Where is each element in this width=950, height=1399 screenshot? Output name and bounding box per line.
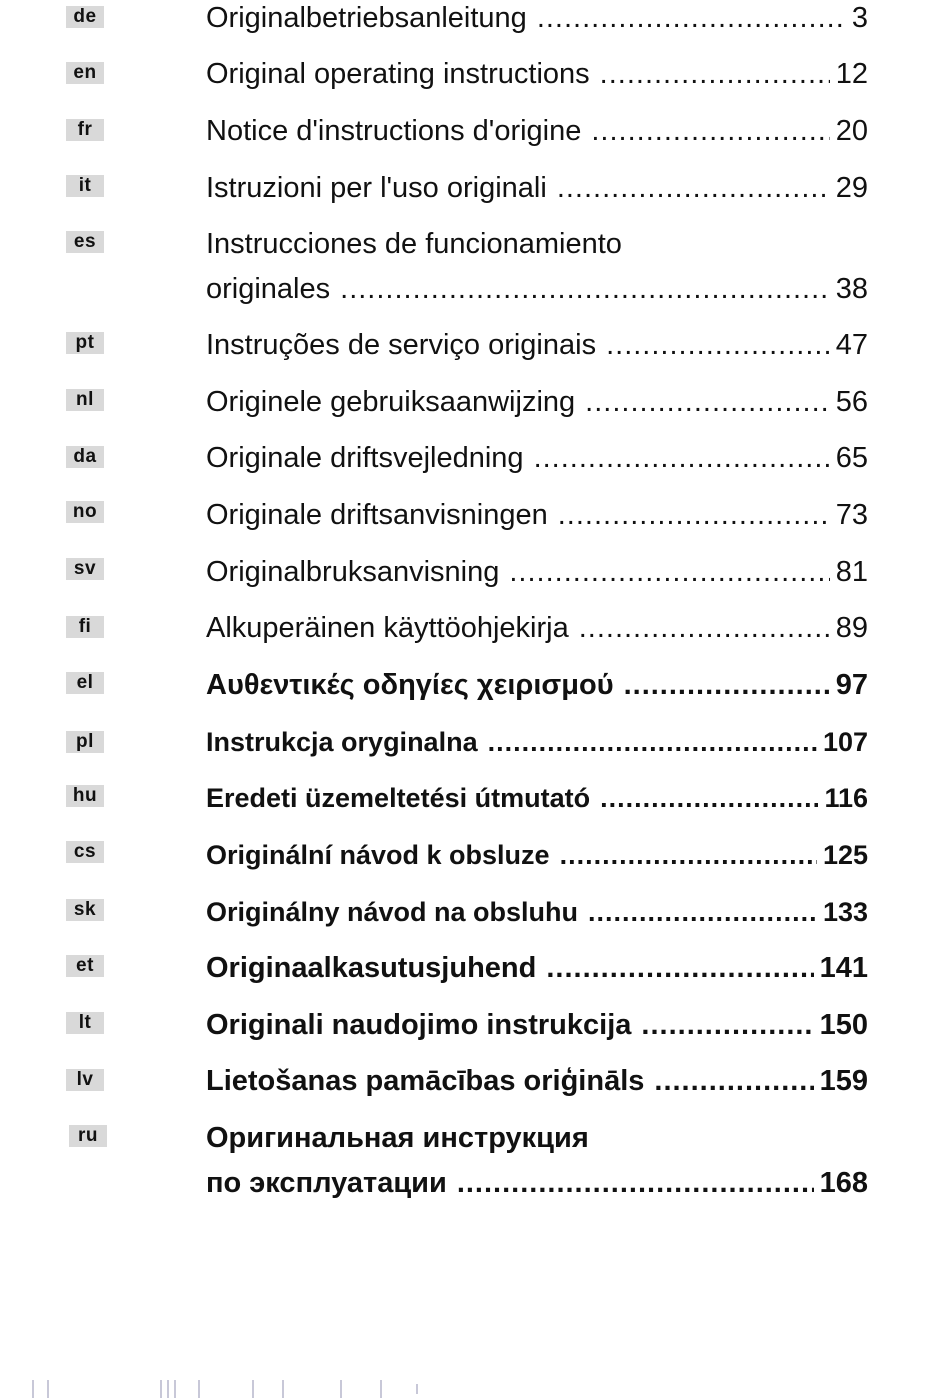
language-badge: es [66,231,104,253]
toc-title: Original operating instructions [206,58,590,90]
registration-mark [160,1380,162,1398]
registration-mark [167,1380,169,1398]
registration-mark [174,1380,176,1398]
page-number: 56 [835,386,868,418]
language-badge: no [66,501,104,523]
toc-line [206,111,868,151]
dot-leader [588,892,817,932]
dot-leader [585,382,830,422]
toc-title: Originaalkasutusjuhend [206,952,537,984]
dot-leader [457,1163,814,1203]
toc-line [206,1163,868,1203]
registration-mark [340,1380,342,1398]
toc-line [206,835,868,875]
toc-title: Instruções de serviço originais [206,329,597,361]
language-badge: cs [66,841,104,863]
page-number: 38 [835,273,868,305]
dot-leader [534,438,830,478]
toc-title: Notice d'instructions d'origine [206,115,582,147]
registration-mark [198,1380,200,1398]
page-number: 125 [822,840,868,870]
page-number: 107 [822,727,868,757]
page-number: 29 [835,172,868,204]
toc-title: Originele gebruiksaanwijzing [206,386,576,418]
toc-line [206,168,868,208]
dot-leader [546,948,813,988]
registration-mark [32,1380,34,1398]
toc-title: Instrukcja oryginalna [206,727,478,757]
dot-leader [558,495,830,535]
toc-line [206,892,868,932]
page-number: 133 [822,897,868,927]
toc-line [206,325,868,365]
language-badge: ru [69,1125,107,1147]
toc-title: Alkuperäinen käyttöohjekirja [206,612,569,644]
toc-line [206,1005,868,1045]
dot-leader [600,778,818,818]
page-number: 89 [835,612,868,644]
language-badge: sv [66,558,104,580]
page-number: 65 [835,442,868,474]
dot-leader [340,269,830,309]
dot-leader [579,608,830,648]
dot-leader [560,835,817,875]
toc-line [206,722,868,762]
toc-line [206,948,868,988]
toc-title: Originali naudojimo instrukcija [206,1009,632,1041]
language-badge: da [66,446,104,468]
registration-mark [416,1384,418,1394]
language-badge: fr [66,119,104,141]
page-number: 150 [819,1009,868,1041]
toc-line [206,495,868,535]
language-badge: pl [66,731,104,753]
toc-line [206,665,868,705]
language-badge: el [66,672,104,694]
language-badge: fi [66,616,104,638]
toc-line [206,608,868,648]
toc-line [206,269,868,309]
dot-leader [537,0,846,38]
dot-leader [600,54,830,94]
toc-title: Оригинальная инструкция [206,1122,589,1154]
page-number: 159 [819,1065,868,1097]
toc-line [206,54,868,94]
dot-leader [641,1005,813,1045]
page-number: 168 [819,1167,868,1199]
toc-title-continued: originales [206,273,331,305]
page-number: 81 [835,556,868,588]
toc-title: Eredeti üzemeltetési útmutató [206,783,591,813]
toc-title: Originalbetriebsanleitung [206,2,527,34]
language-badge: pt [66,332,104,354]
registration-mark [380,1380,382,1398]
toc-line [206,438,868,478]
language-badge: it [66,175,104,197]
toc-line [206,224,868,264]
toc-line [206,1061,868,1101]
language-badge: lv [66,1069,104,1091]
page-number: 12 [835,58,868,90]
language-badge: en [66,62,104,84]
toc-title: Istruzioni per l'uso originali [206,172,547,204]
toc-line [206,1118,868,1158]
page-number: 141 [819,952,868,984]
toc-title-continued: по эксплуатации [206,1167,447,1199]
dot-leader [606,325,830,365]
registration-mark [282,1380,284,1398]
toc-title: Instrucciones de funcionamiento [206,228,622,260]
toc-title: Originale driftsanvisningen [206,499,548,531]
language-badge: nl [66,389,104,411]
page-number: 3 [851,2,868,34]
print-registration-marks [0,1378,950,1399]
toc-line [206,0,868,38]
dot-leader [557,168,830,208]
page-number: 116 [824,783,868,813]
registration-mark [47,1380,49,1398]
toc-title: Originálny návod na obsluhu [206,897,579,927]
dot-leader [654,1061,813,1101]
dot-leader [509,552,829,592]
language-badge: et [66,955,104,977]
toc-line [206,382,868,422]
language-badge: sk [66,899,104,921]
registration-mark [252,1380,254,1398]
page-number: 47 [835,329,868,361]
language-badge: hu [66,785,104,807]
language-badge: de [66,6,104,28]
page-number: 97 [835,669,868,701]
page-number: 20 [835,115,868,147]
dot-leader [488,722,817,762]
toc-line [206,778,868,818]
toc-title: Originalbruksanvisning [206,556,500,588]
page-number: 73 [835,499,868,531]
toc-line [206,552,868,592]
dot-leader [624,665,830,705]
toc-title: Originální návod k obsluze [206,840,550,870]
toc-title: Αυθεντικές οδηγίες χειρισμού [206,669,614,701]
toc-title: Originale driftsvejledning [206,442,524,474]
language-badge: lt [66,1012,104,1034]
toc-title: Lietošanas pamācības oriģināls [206,1065,645,1097]
dot-leader [591,111,829,151]
